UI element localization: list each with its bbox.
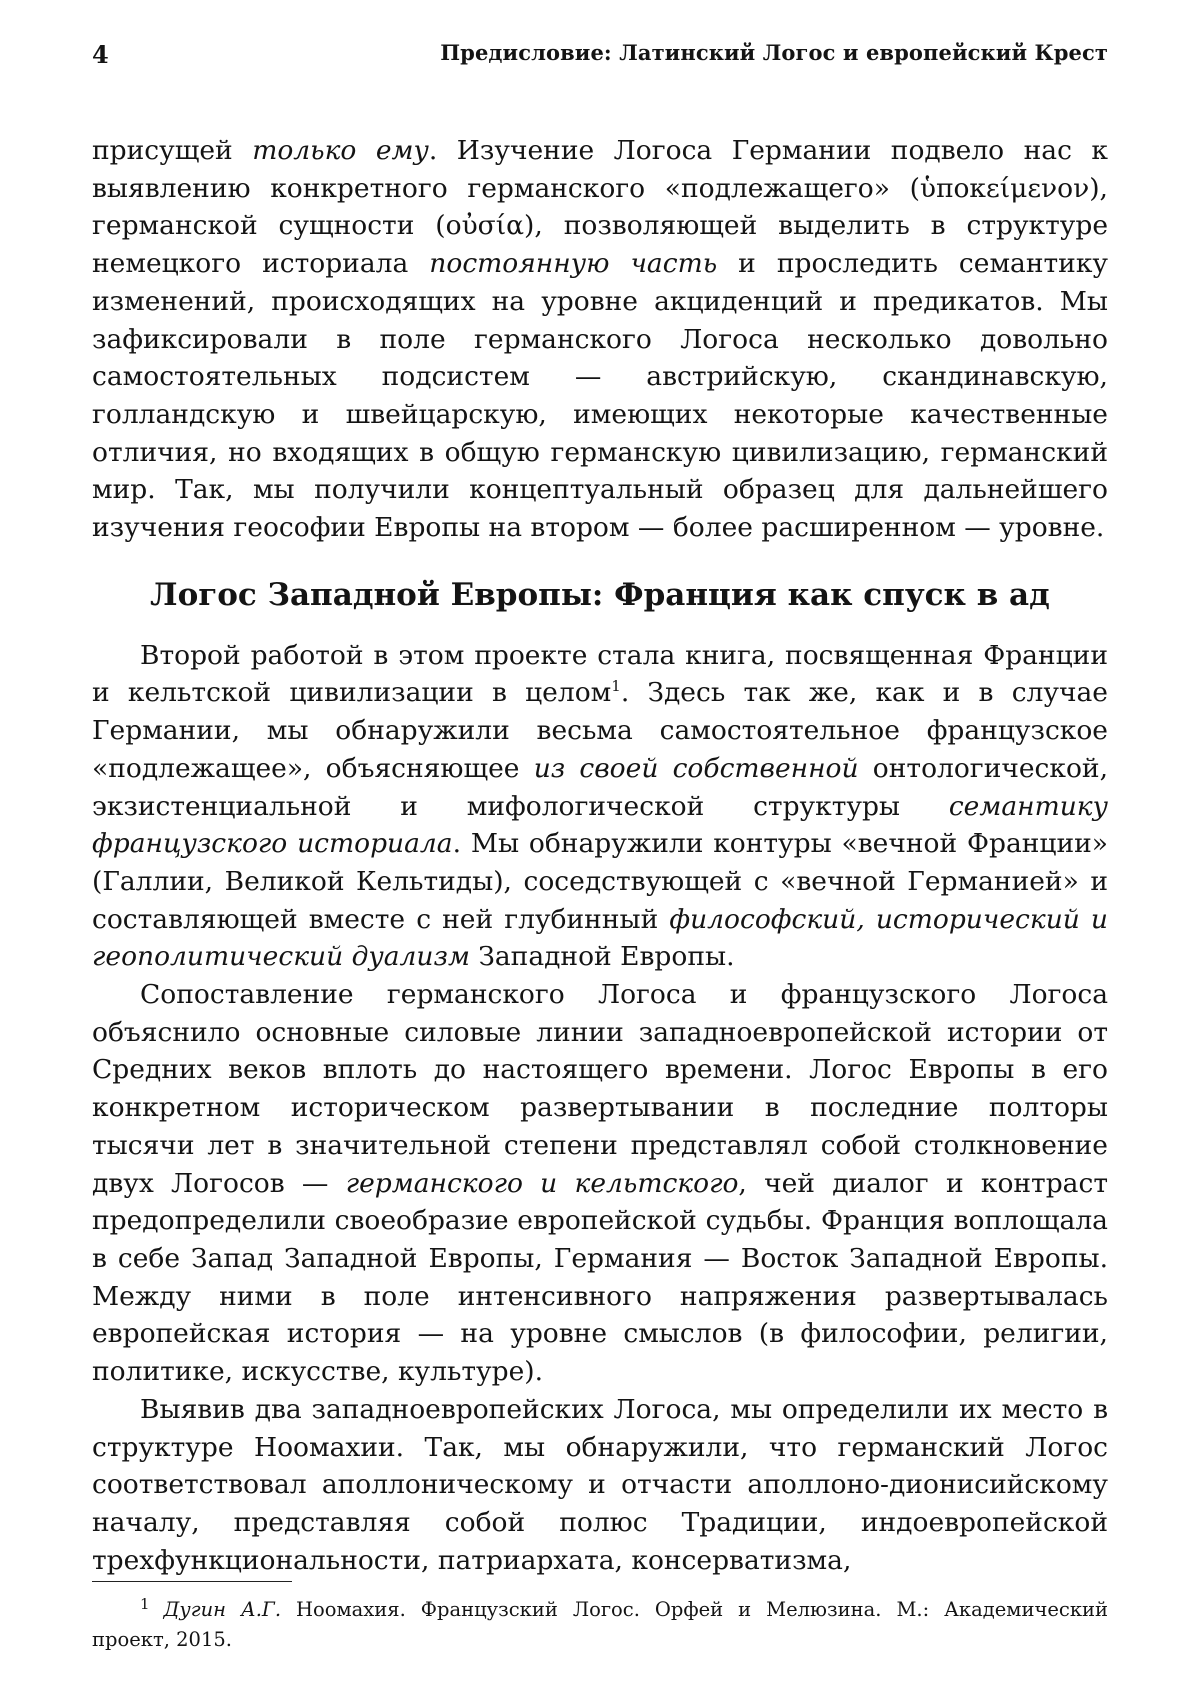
text-run: . Изучение Логоса Германии подвело нас к выявлению конкретного германского «подлежащего» (ὑποκείμενον), германской сущности (οὐσία), позволяющей выделить в структуре немецкого историала (92, 135, 1108, 280)
text-run: Сопоставление германского Логоса и французского Логоса объяснило основные силовые линии западноевропейской истории от Средних веков вплоть до настоящего времени. Логос Европы в его конкретном историческом развертывании в последние полторы тысячи лет в значительной степени представлял собой столкновение двух Логосов — (92, 979, 1108, 1199)
emphasis: семантику французского историала (92, 790, 1108, 860)
text-run: и проследить семантику изменений, происходящих на уровне акциденций и предикатов. Мы зафиксировали в поле германского Логоса несколько довольно самостоятельных подсистем — австрийскую, скандинавскую, голландскую и швейцарскую, имеющих некоторые качественные отличия, но входящих в общую германскую цивилизацию, германский мир. Так, мы получили концептуальный образец для дальнейшего изучения геософии Европы на втором — более расширенном — уровне. (92, 248, 1108, 544)
emphasis: только ему (252, 135, 429, 166)
emphasis: германского и кельтского (345, 1167, 739, 1199)
footnote (92, 1595, 1108, 1655)
footnote-divider (92, 1581, 292, 1582)
text-run: . Мы обнаружили контуры «вечной Франции» (Галлии, Великой Кельтиды), соседствующей с «вечной Германией» и составляющей вместе с ней глубинный (92, 828, 1108, 935)
footnote-text: Ноомахия. Французский Логос. Орфей и Мелюзина. М.: Академический проект, 2015. (92, 1598, 1108, 1651)
text-run: присущей (92, 135, 253, 166)
paragraph-4 (92, 1391, 1108, 1580)
text-run: , чей диалог и контраст предопределили своеобразие европейской судьбы. Франция воплощала в себе Запад Западной Европы, Германия — Восток Западной Европы. Между ними в поле интенсивного напряжения развертывалась европейская история — на уровне смыслов (в философии, религии, политике, искусстве, культуре). (92, 1167, 1108, 1388)
running-header (92, 40, 1108, 70)
paragraph-3 (92, 976, 1108, 1391)
section-heading: Логос Западной Европы: Франция как спуск в ад (150, 576, 1050, 613)
footnote-mark: 1 (140, 1594, 150, 1613)
text-run: . Здесь так же, как и в случае Германии, мы обнаружили весьма самостоятельное французское «подлежащее», объясняющее (92, 677, 1108, 784)
main-text (92, 132, 1108, 1579)
footnote-author: Дугин А.Г. (163, 1598, 282, 1621)
text-run: Второй работой в этом проекте стала книга, посвященная Франции и кельтской цивилизации в целом (92, 639, 1108, 709)
paragraph-2 (92, 637, 1108, 976)
emphasis: постоянную часть (429, 248, 718, 280)
text-run: онтологической, экзистенциальной и мифологической структуры (92, 752, 1108, 822)
page-number: 4 (92, 40, 109, 69)
text-run: Выявив два западноевропейских Логоса, мы определили их место в структуре Ноомахии. Так, мы обнаружили, что германский Логос соответствовал аполлоническому и отчасти аполлоно-дионисийскому началу, представляя собой полюс Традиции, индоевропейской трехфункциональности, патриархата, консерватизма, (92, 1393, 1108, 1576)
text-run: Западной Европы. (469, 941, 735, 973)
paragraph-1 (92, 132, 1108, 547)
emphasis: философский, исторический и геополитический дуализм (92, 903, 1108, 973)
emphasis: из своей собственной (533, 752, 859, 784)
running-header-title: Предисловие: Латинский Логос и европейский Крест (440, 40, 1108, 65)
footnote-reference[interactable]: 1 (611, 677, 621, 696)
